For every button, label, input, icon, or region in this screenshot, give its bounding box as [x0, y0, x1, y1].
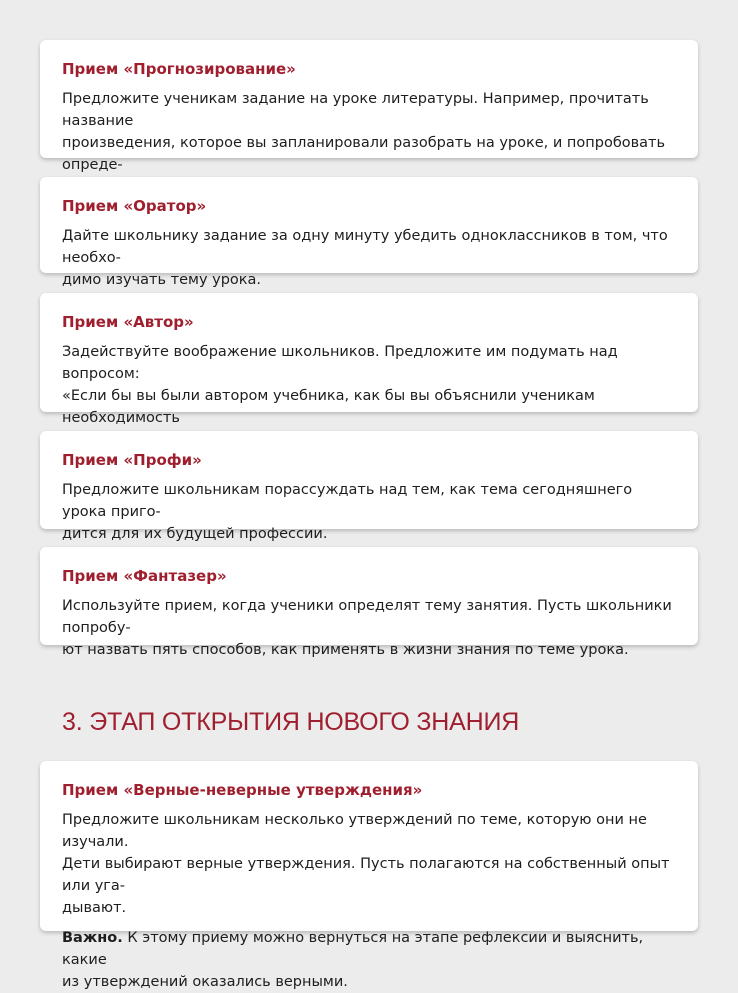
- technique-card-orator: [40, 177, 698, 288]
- card-title: Прием «Фантазер»: [62, 567, 227, 585]
- technique-card-true-false: [40, 761, 698, 990]
- technique-card-author: [40, 293, 698, 426]
- technique-card-dreamer: [40, 547, 698, 658]
- important-label: Важно.: [62, 930, 123, 946]
- card-title: Прием «Оратор»: [62, 197, 207, 215]
- card-title: Прием «Автор»: [62, 313, 194, 331]
- card-title: Прием «Верные-неверные утверждения»: [62, 781, 423, 799]
- card-title: Прием «Профи»: [62, 451, 202, 469]
- card-text: Предложите ученикам задание на уроке литературы. Например, прочитать название произведения, которое вы запланировали разобрать на уроке, и попробовать опреде-: [62, 91, 666, 173]
- card-text: Задействуйте воображение школьников. Предложите им подумать над вопросом: «Если бы вы были автором учебника, как бы вы объяснили ученикам необходимость: [62, 344, 618, 426]
- important-text: К этому приему можно вернуться на этапе рефлексии и выяснить, какие из утверждений оказались верными.: [62, 930, 644, 990]
- card-text: Предложите школьникам порассуждать над тем, как тема сегодняшнего урока приго- дится для их будущей профессии.: [62, 482, 633, 542]
- technique-card-forecasting: [40, 40, 698, 173]
- section-heading: 3. ЭТАП ОТКРЫТИЯ НОВОГО ЗНАНИЯ: [62, 708, 520, 736]
- card-title: Прием «Прогнозирование»: [62, 60, 296, 78]
- important-note: [62, 927, 678, 993]
- card-text: Используйте прием, когда ученики определят тему занятия. Пусть школьники попробу- ют назвать пять способов, как применять в жизни знания по теме урока.: [62, 598, 672, 658]
- card-text: Предложите школьникам несколько утверждений по теме, которую они не изучали. Дети выбирают верные утверждения. Пусть полагаются на собственный опыт или уга- дывают.: [62, 812, 670, 916]
- technique-card-pro: [40, 431, 698, 542]
- card-text: Дайте школьнику задание за одну минуту убедить одноклассников в том, что необхо- димо изучать тему урока.: [62, 228, 668, 288]
